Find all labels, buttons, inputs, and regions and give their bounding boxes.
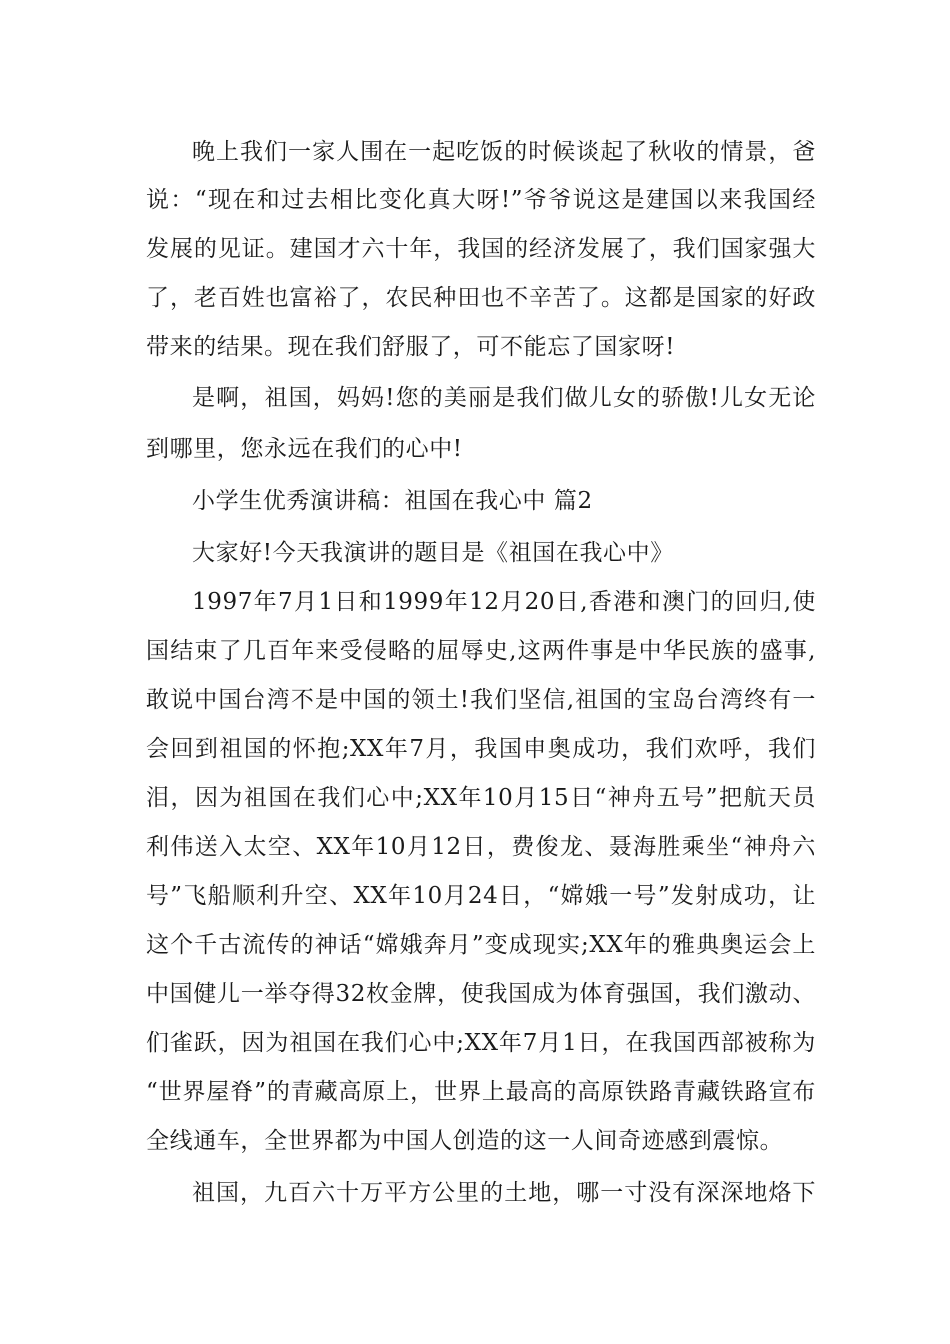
section-heading: 小学生优秀演讲稿：祖国在我心中 篇2 <box>192 488 593 514</box>
text-line: 中国健儿一举夺得32枚金牌，使我国成为体育强国，我们激动、 <box>146 981 816 1007</box>
text-line: 国结束了几百年来受侵略的屈辱史,这两件事是中华民族的盛事, <box>146 638 816 664</box>
text-line: 敢说中国台湾不是中国的领土!我们坚信,祖国的宝岛台湾终有一 <box>146 687 816 713</box>
text-line: 利伟送入太空、XX年10月12日，费俊龙、聂海胜乘坐“神舟六 <box>146 834 816 860</box>
text-line: 说：“现在和过去相比变化真大呀!”爷爷说这是建国以来我国经 <box>146 187 816 213</box>
text-line: 这个千古流传的神话“嫦娥奔月”变成现实;XX年的雅典奥运会上 <box>146 932 816 958</box>
text-line: 了，老百姓也富裕了，农民种田也不辛苦了。这都是国家的好政 <box>146 285 816 311</box>
text-line: 带来的结果。现在我们舒服了，可不能忘了国家呀! <box>146 334 676 360</box>
text-line: 是啊，祖国，妈妈!您的美丽是我们做儿女的骄傲!儿女无论 <box>192 385 816 411</box>
text-line: 全线通车，全世界都为中国人创造的这一人间奇迹感到震惊。 <box>146 1128 784 1154</box>
text-line: 们雀跃，因为祖国在我们心中;XX年7月1日，在我国西部被称为 <box>146 1030 816 1056</box>
text-line: 祖国，九百六十万平方公里的土地，哪一寸没有深深地烙下 <box>192 1180 816 1206</box>
text-line: 大家好!今天我演讲的题目是《祖国在我心中》 <box>192 540 674 566</box>
text-line: 到哪里，您永远在我们的心中! <box>146 436 463 462</box>
text-line: 号”飞船顺利升空、XX年10月24日，“嫦娥一号”发射成功，让 <box>146 883 816 909</box>
text-line: 1997年7月1日和1999年12月20日,香港和澳门的回归,使 <box>192 589 816 615</box>
text-line: 发展的见证。建国才六十年，我国的经济发展了，我们国家强大 <box>146 236 816 262</box>
text-line: 会回到祖国的怀抱;XX年7月，我国申奥成功，我们欢呼，我们 <box>146 736 816 762</box>
text-line: 泪，因为祖国在我们心中;XX年10月15日“神舟五号”把航天员 <box>146 785 816 811</box>
text-line: 晚上我们一家人围在一起吃饭的时候谈起了秋收的情景，爸 <box>192 139 816 165</box>
text-line: “世界屋脊”的青藏高原上，世界上最高的高原铁路青藏铁路宣布 <box>146 1079 816 1105</box>
